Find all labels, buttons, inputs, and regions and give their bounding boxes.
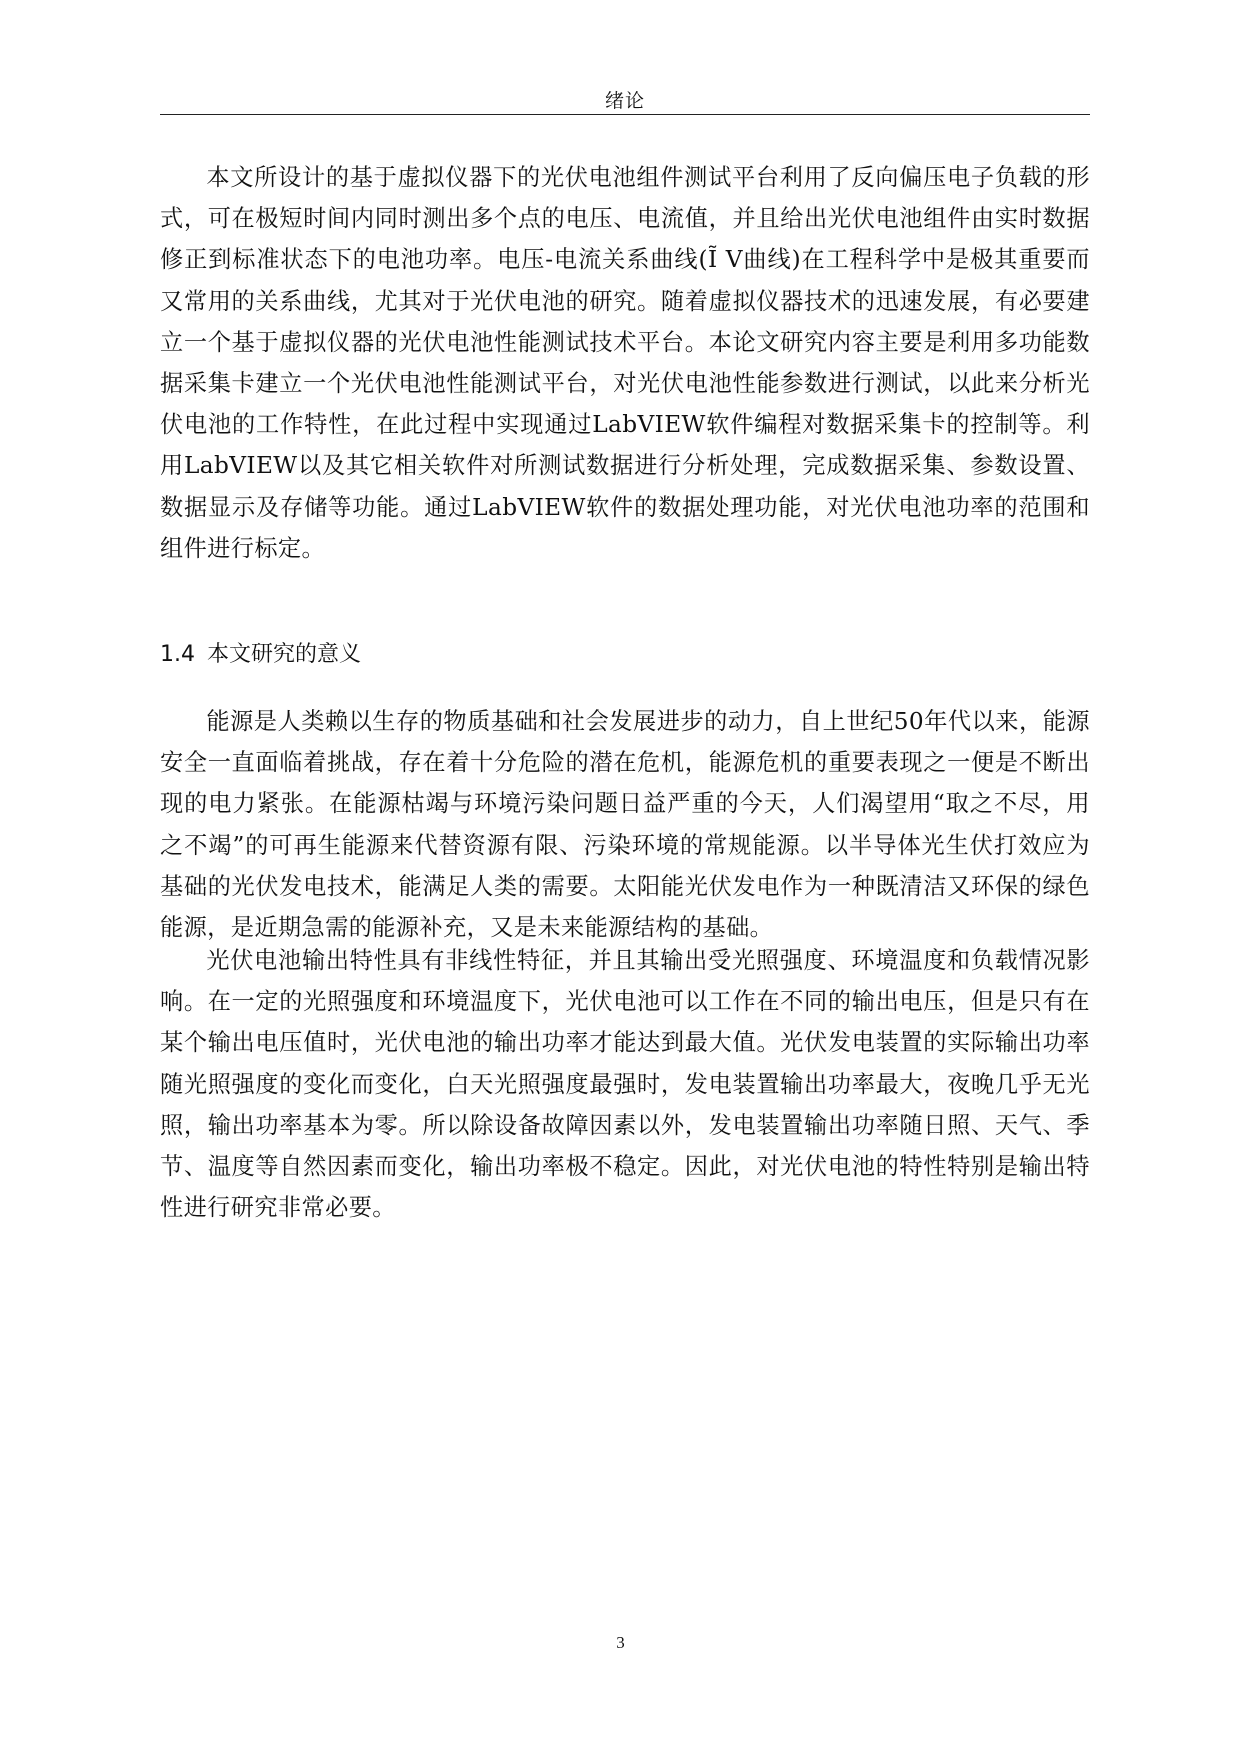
header-rule [160,114,1090,115]
section-heading [160,640,361,670]
page-number: 3 [616,1633,625,1652]
paragraph-significance-1: 能源是人类赖以生存的物质基础和社会发展进步的动力，自上世纪50年代以来，能源安全一直面临着挑战，存在着十分危险的潜在危机，能源危机的重要表现之一便是不断出现的电力紧张。在能源枯竭与环境污染问题日益严重的今天，人们渴望用“取之不尽，用之不竭”的可再生能源来代替资源有限、污染环境的常规能源。以半导体光生伏打效应为基础的光伏发电技术，能满足人类的需要。太阳能光伏发电作为一种既清洁又环保的绿色能源，是近期急需的能源补充，又是未来能源结构的基础。 [160,708,1090,942]
section-title: 本文研究的意义 [207,642,362,667]
running-header: 绪论 [604,90,645,112]
section-number: 1.4 [160,642,195,667]
paragraph-significance-2: 光伏电池输出特性具有非线性特征，并且其输出受光照强度、环境温度和负载情况影响。在一定的光照强度和环境温度下，光伏电池可以工作在不同的输出电压，但是只有在某个输出电压值时，光伏电池的输出功率才能达到最大值。光伏发电装置的实际输出功率随光照强度的变化而变化，白天光照强度最强时，发电装置输出功率最大，夜晚几乎无光照，输出功率基本为零。所以除设备故障因素以外，发电装置输出功率随日照、天气、季节、温度等自然因素而变化，输出功率极不稳定。因此，对光伏电池的特性特别是输出特性进行研究非常必要。 [160,947,1090,1222]
paragraph-intro: 本文所设计的基于虚拟仪器下的光伏电池组件测试平台利用了反向偏压电子负载的形式，可在极短时间内同时测出多个点的电压、电流值，并且给出光伏电池组件由实时数据修正到标准状态下的电池功率。电压-电流关系曲线(Ĩ V曲线)在工程科学中是极其重要而又常用的关系曲线，尤其对于光伏电池的研究。随着虚拟仪器技术的迅速发展，有必要建立一个基于虚拟仪器的光伏电池性能测试技术平台。本论文研究内容主要是利用多功能数据采集卡建立一个光伏电池性能测试平台，对光伏电池性能参数进行测试，以此来分析光伏电池的工作特性，在此过程中实现通过LabVIEW软件编程对数据采集卡的控制等。利用LabVIEW以及其它相关软件对所测试数据进行分析处理，完成数据采集、参数设置、数据显示及存储等功能。通过LabVIEW软件的数据处理功能，对光伏电池功率的范围和组件进行标定。 [160,164,1090,562]
